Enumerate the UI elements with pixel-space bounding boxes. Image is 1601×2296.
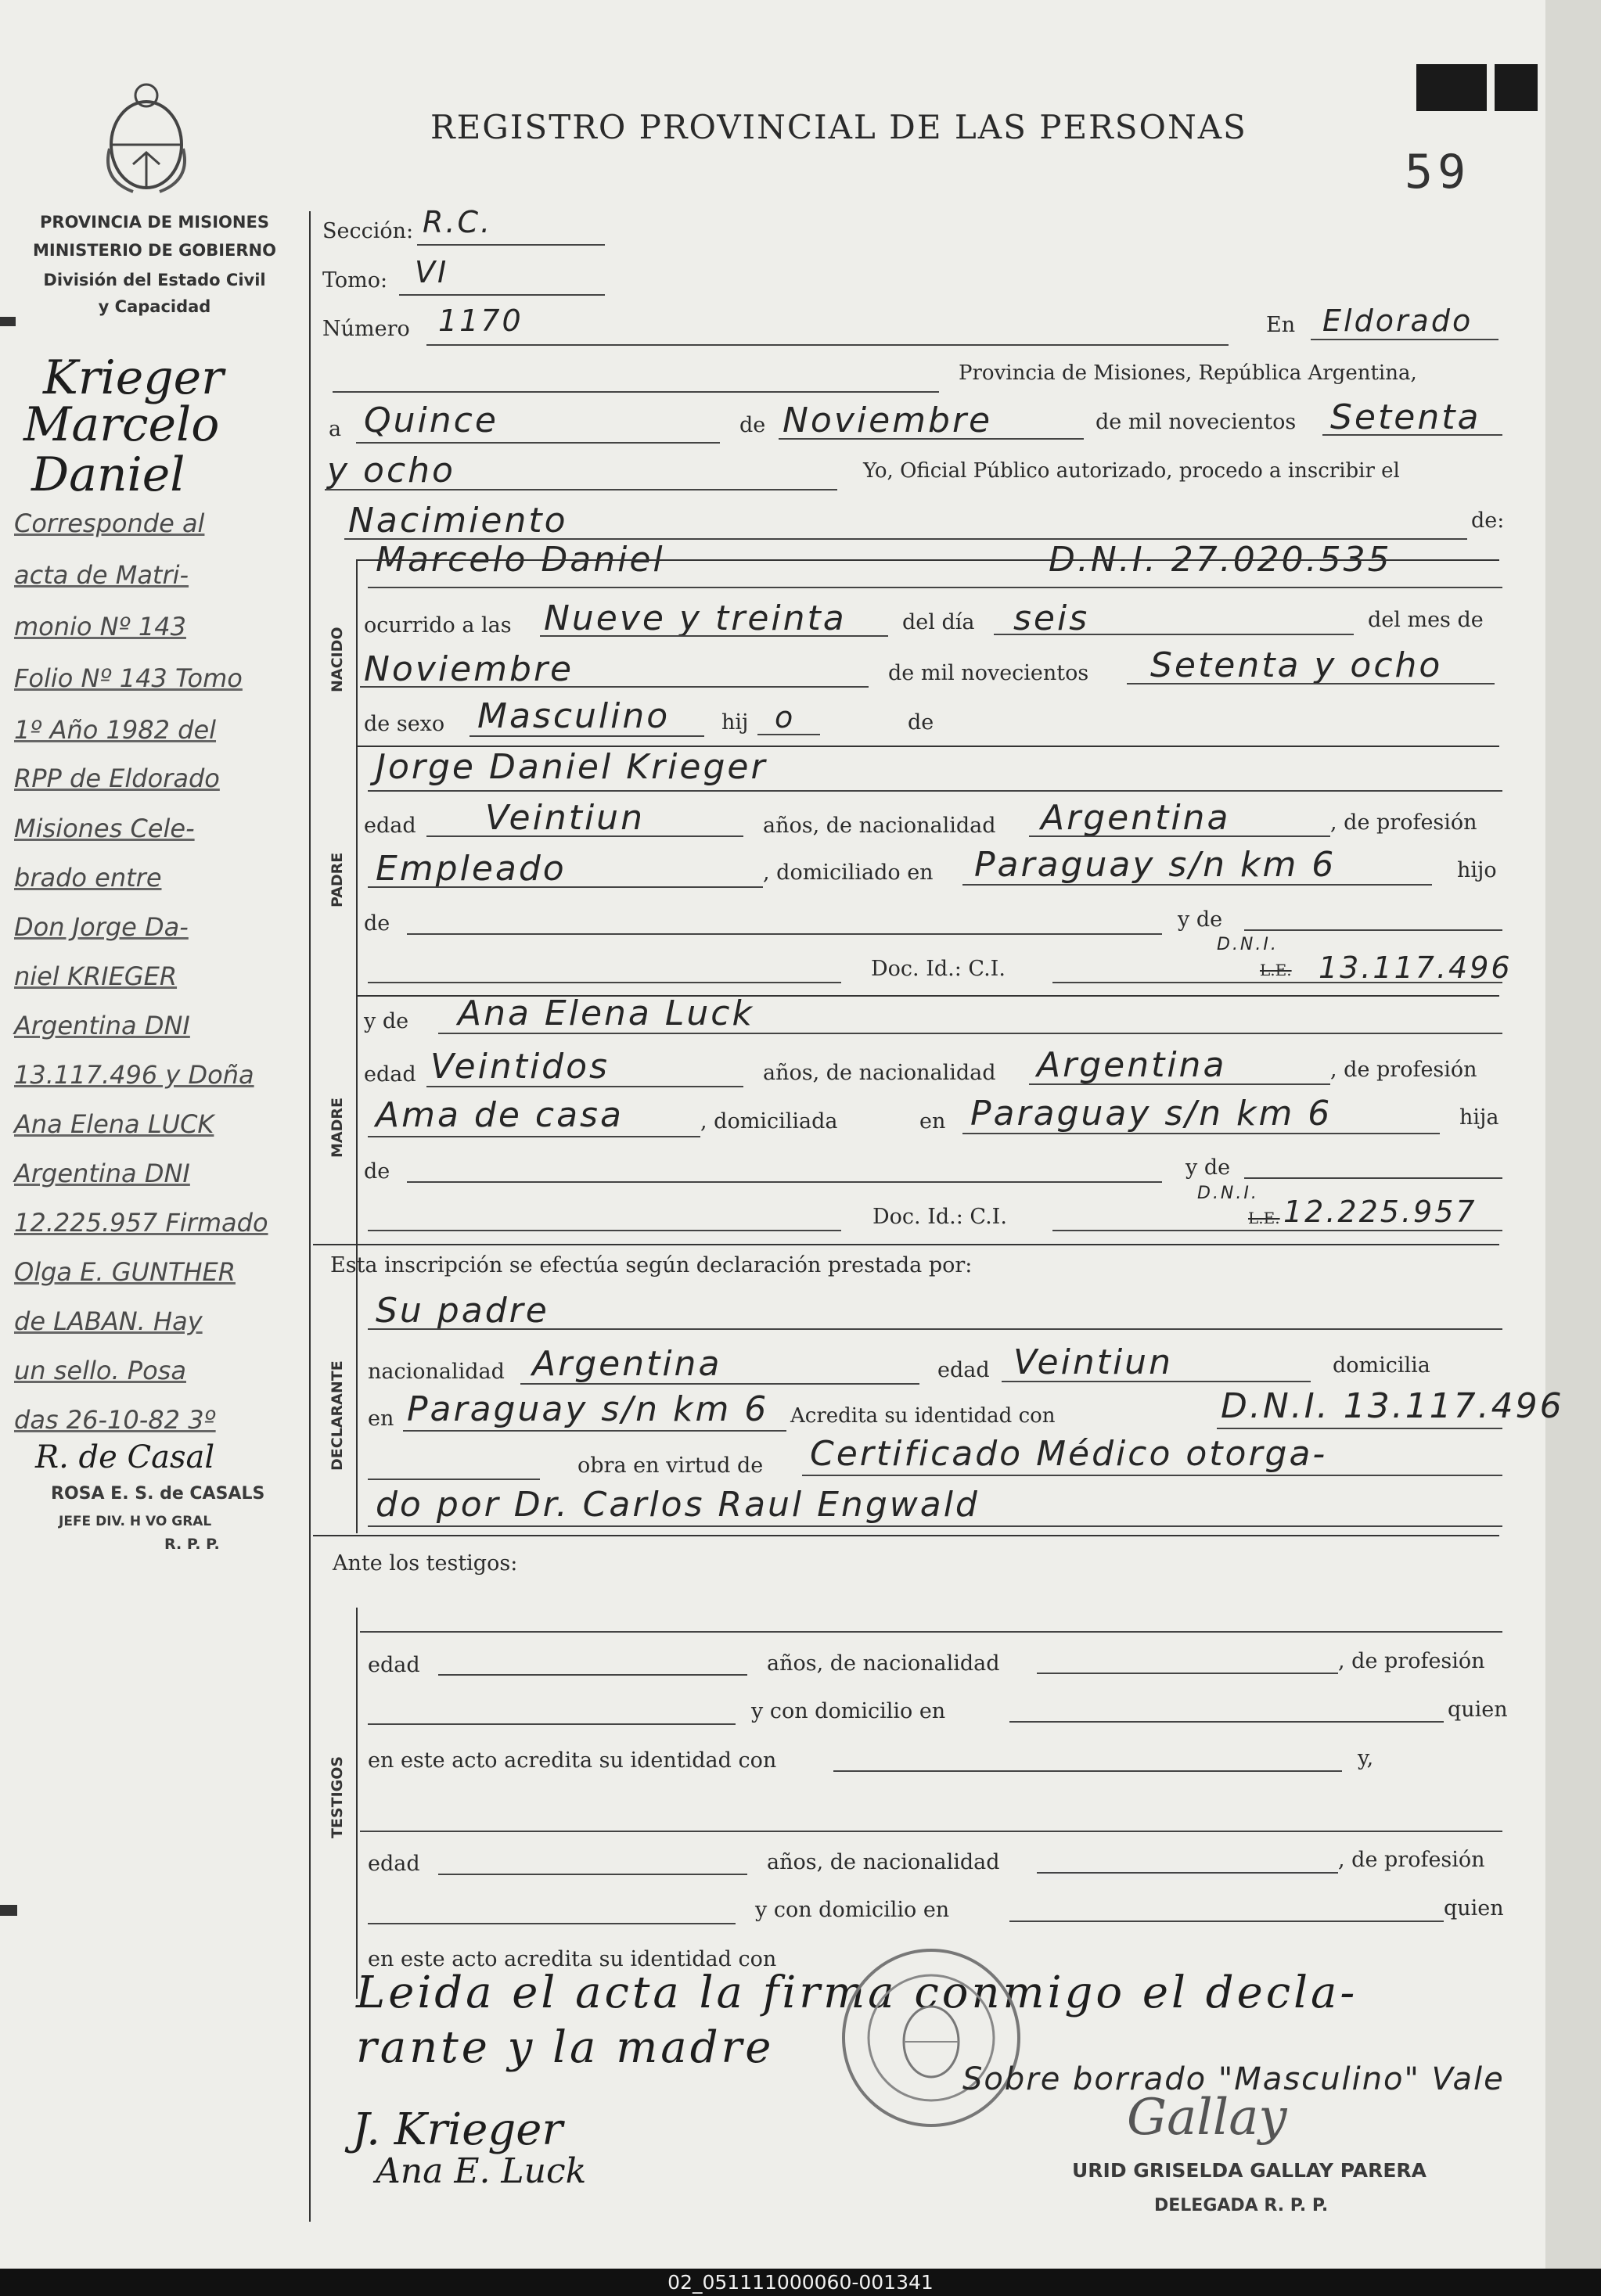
hij-de-label: de bbox=[908, 710, 934, 735]
margin-note: monio Nº 143 bbox=[14, 612, 186, 641]
section-rule bbox=[313, 1535, 1499, 1536]
numero-label: Número bbox=[322, 317, 410, 341]
seccion-value: R.C. bbox=[423, 205, 493, 239]
obra-line bbox=[802, 1475, 1502, 1476]
madre-de-label: de bbox=[364, 1159, 390, 1184]
year-cont: y ocho bbox=[327, 451, 455, 490]
declarante-domicilio: Paraguay s/n km 6 bbox=[407, 1389, 769, 1429]
padre-name-line bbox=[368, 790, 1502, 792]
margin-note: Folio Nº 143 Tomo bbox=[14, 663, 243, 693]
testigo-2-edad-label: edad bbox=[368, 1852, 420, 1876]
testigo-1-edad-line bbox=[438, 1674, 747, 1676]
madre-name: Ana Elena Luck bbox=[458, 993, 754, 1033]
madre-domiciliada-label: , domiciliada bbox=[700, 1109, 838, 1134]
anio-line bbox=[1127, 683, 1495, 684]
margin-note: Ana Elena LUCK bbox=[14, 1109, 214, 1139]
padre-blank-line bbox=[368, 982, 841, 983]
sobreborrado-note: Sobre borrado "Masculino" Vale bbox=[962, 2061, 1505, 2097]
madre-prof-line bbox=[368, 1136, 700, 1137]
padre-domicilio: Paraguay s/n km 6 bbox=[974, 845, 1337, 885]
testigo-2-nac-line bbox=[1037, 1872, 1338, 1874]
mes-value: Noviembre bbox=[364, 649, 574, 689]
section-rule bbox=[357, 559, 1499, 561]
testigo-2-profesion-label: , de profesión bbox=[1338, 1848, 1485, 1872]
black-tab bbox=[1416, 64, 1487, 111]
oficial-text: Yo, Oficial Público autorizado, procedo a inscribir el bbox=[863, 459, 1400, 483]
year-value: Setenta bbox=[1330, 397, 1481, 437]
declarante-acredita-line bbox=[1217, 1428, 1502, 1429]
margin-note: 12.225.957 Firmado bbox=[14, 1208, 268, 1238]
official-title: DELEGADA R. P. P. bbox=[1154, 2196, 1329, 2215]
day-value: Quince bbox=[364, 401, 498, 440]
margin-note: das 26-10-82 3º bbox=[14, 1405, 216, 1435]
seccion-label: Sección: bbox=[322, 219, 414, 243]
margin-stamp-org: R. P. P. bbox=[164, 1536, 220, 1553]
margin-note: acta de Matri- bbox=[14, 560, 189, 590]
dia-line bbox=[994, 634, 1354, 635]
margin-note: Corresponde al bbox=[14, 508, 205, 538]
en-label: En bbox=[1266, 313, 1296, 337]
padre-profesion: Empleado bbox=[376, 849, 567, 889]
closing-line-2: rante y la madre bbox=[356, 2022, 775, 2073]
testigo-1-dom-line bbox=[1009, 1721, 1444, 1723]
padre-doc-number: 13.117.496 bbox=[1319, 950, 1513, 985]
margin-stamp-name: ROSA E. S. de CASALS bbox=[51, 1484, 265, 1504]
testigos-label: TESTIGOS bbox=[329, 1755, 346, 1838]
margin-note: Don Jorge Da- bbox=[14, 912, 189, 942]
year-line bbox=[1322, 434, 1502, 436]
declarante-blank-line bbox=[368, 1479, 540, 1480]
madre-domicilio: Paraguay s/n km 6 bbox=[970, 1094, 1333, 1134]
tomo-line bbox=[399, 294, 605, 296]
declarante-edad: Veintiun bbox=[1013, 1342, 1173, 1382]
seccion-line bbox=[417, 244, 605, 246]
testigo-1-anos-label: años, de nacionalidad bbox=[767, 1651, 1000, 1676]
margin-stamp-role: JEFE DIV. H VO GRAL bbox=[59, 1514, 212, 1529]
nacido-name-line bbox=[368, 587, 1502, 588]
obra-label: obra en virtud de bbox=[577, 1453, 764, 1478]
ministry-line-4: y Capacidad bbox=[98, 297, 211, 316]
hij-value: o bbox=[775, 700, 796, 735]
numero-value: 1170 bbox=[438, 304, 523, 338]
tomo-label: Tomo: bbox=[322, 268, 388, 293]
padre-de-line bbox=[407, 933, 1162, 935]
binding-mark bbox=[0, 1905, 17, 1916]
de-colon: de: bbox=[1471, 508, 1505, 533]
month-line bbox=[779, 438, 1084, 440]
document-title: REGISTRO PROVINCIAL DE LAS PERSONAS bbox=[430, 108, 1247, 146]
sexo-value: Masculino bbox=[477, 696, 671, 736]
testigo-2-quien-label: quien bbox=[1444, 1896, 1504, 1921]
obra-value-2: do por Dr. Carlos Raul Engwald bbox=[376, 1485, 980, 1525]
padre-label: PADRE bbox=[329, 852, 346, 907]
madre-dom-line bbox=[962, 1133, 1440, 1134]
padre-y-de-line bbox=[1244, 929, 1502, 931]
margin-note: niel KRIEGER bbox=[14, 961, 178, 991]
testigo-1-y-label: y, bbox=[1358, 1746, 1374, 1770]
anio-value: Setenta y ocho bbox=[1150, 645, 1443, 685]
margin-name-2: Daniel bbox=[31, 447, 185, 502]
padre-doc-type: D.N.I. bbox=[1217, 935, 1279, 954]
binding-mark bbox=[0, 317, 16, 326]
margin-note: 13.117.496 y Doña bbox=[14, 1060, 254, 1090]
madre-nac-line bbox=[1029, 1083, 1330, 1085]
a-label: a bbox=[329, 417, 342, 441]
madre-edad-line bbox=[426, 1086, 743, 1087]
testigo-1-nac-line bbox=[1037, 1673, 1338, 1674]
padre-edad-line bbox=[426, 835, 743, 837]
declarante-nac-label: nacionalidad bbox=[368, 1360, 505, 1384]
testigo-2-edad-line bbox=[438, 1874, 747, 1875]
madre-doc-struck: L.E. bbox=[1248, 1209, 1280, 1227]
declarante-quien: Su padre bbox=[376, 1291, 549, 1331]
padre-doc-line bbox=[1052, 982, 1502, 983]
testigo-1-profesion-label: , de profesión bbox=[1338, 1649, 1485, 1673]
madre-doc-line bbox=[1052, 1230, 1502, 1231]
declarante-dom-line bbox=[403, 1430, 786, 1432]
section-rule bbox=[313, 1244, 1499, 1245]
hij-label: hij bbox=[721, 710, 749, 735]
margin-note: Olga E. GUNTHER bbox=[14, 1257, 236, 1287]
testigo-1-domicilio-label: y con domicilio en bbox=[751, 1699, 946, 1723]
madre-y-de-label: y de bbox=[364, 1009, 409, 1033]
obra-value-1: Certificado Médico otorga- bbox=[810, 1434, 1328, 1474]
testigo-2-acredita-label: en este acto acredita su identidad con bbox=[368, 1947, 777, 1971]
declarante-edad-line bbox=[1002, 1381, 1311, 1382]
testigo-2-dom-line bbox=[1009, 1921, 1444, 1922]
padre-nac-line bbox=[1029, 835, 1330, 837]
del-dia-label: del día bbox=[902, 610, 975, 634]
margin-note: Misiones Cele- bbox=[14, 814, 195, 843]
padre-prof-line bbox=[368, 886, 763, 888]
padre-doc-label: Doc. Id.: C.I. bbox=[871, 957, 1006, 981]
madre-doc-number: 12.225.957 bbox=[1283, 1195, 1477, 1229]
testigo-1-prof-line bbox=[368, 1723, 736, 1725]
testigo-1-acredita-label: en este acto acredita su identidad con bbox=[368, 1748, 777, 1773]
black-tab bbox=[1495, 64, 1538, 111]
provincia-text: Provincia de Misiones, República Argentina, bbox=[959, 361, 1417, 385]
testigo-2-anos-label: años, de nacionalidad bbox=[767, 1850, 1000, 1874]
madre-profesion: Ama de casa bbox=[376, 1095, 624, 1135]
ministry-line-1: PROVINCIA DE MISIONES bbox=[40, 213, 269, 232]
declarante-acredita: D.N.I. 13.117.496 bbox=[1221, 1386, 1564, 1426]
en-value: Eldorado bbox=[1322, 304, 1473, 338]
signature-official: Gallay bbox=[1127, 2089, 1287, 2147]
coat-of-arms-icon bbox=[102, 78, 192, 196]
padre-de-label: de bbox=[364, 911, 390, 936]
declarante-nacionalidad: Argentina bbox=[532, 1344, 722, 1384]
padre-nacionalidad: Argentina bbox=[1041, 798, 1231, 838]
acredita-label: Acredita su identidad con bbox=[790, 1404, 1056, 1428]
testigo-1-acredita-line bbox=[833, 1770, 1342, 1772]
madre-label: MADRE bbox=[329, 1098, 346, 1158]
padre-name: Jorge Daniel Krieger bbox=[376, 747, 768, 787]
domicilia-label: domicilia bbox=[1333, 1353, 1430, 1378]
madre-name-line bbox=[438, 1033, 1502, 1034]
testigo-1-edad-label: edad bbox=[368, 1653, 420, 1677]
section-label-divider-testigos bbox=[356, 1608, 358, 1999]
mil-novecientos-label-2: de mil novecientos bbox=[888, 661, 1089, 685]
acto-value: Nacimiento bbox=[348, 501, 568, 541]
margin-name-1: Marcelo bbox=[23, 397, 220, 452]
margin-note: un sello. Posa bbox=[14, 1356, 186, 1385]
numero-line bbox=[426, 344, 1229, 346]
margin-note: brado entre bbox=[14, 863, 162, 893]
testigo-1-quien-label: quien bbox=[1448, 1698, 1508, 1722]
year-cont-line bbox=[325, 489, 837, 490]
nacido-dni: D.N.I. 27.020.535 bbox=[1049, 540, 1392, 580]
obra-line-2 bbox=[368, 1525, 1502, 1527]
madre-de-line bbox=[407, 1181, 1162, 1183]
madre-blank-line bbox=[368, 1230, 841, 1231]
ministry-line-2: MINISTERIO DE GOBIERNO bbox=[33, 241, 276, 260]
declarante-label: DECLARANTE bbox=[329, 1360, 346, 1471]
padre-domiciliado-label: , domiciliado en bbox=[763, 861, 934, 885]
sexo-label: de sexo bbox=[364, 712, 445, 736]
ocurrido-label: ocurrido a las bbox=[364, 613, 512, 638]
blank-line bbox=[333, 391, 939, 393]
day-line bbox=[356, 442, 720, 444]
declarante-en-label: en bbox=[368, 1407, 394, 1431]
mes-line bbox=[360, 686, 869, 688]
madre-nacionalidad: Argentina bbox=[1037, 1045, 1227, 1085]
margin-note: Argentina DNI bbox=[14, 1011, 190, 1040]
hija-label: hija bbox=[1459, 1105, 1499, 1130]
section-label-divider bbox=[356, 559, 358, 1533]
padre-edad: Veintiun bbox=[485, 798, 645, 838]
mil-novecientos-label: de mil novecientos bbox=[1096, 410, 1297, 434]
madre-doc-label: Doc. Id.: C.I. bbox=[872, 1205, 1007, 1229]
testigo-1-name-line bbox=[360, 1631, 1502, 1633]
padre-doc-struck: L.E. bbox=[1260, 961, 1292, 979]
madre-edad: Veintidos bbox=[430, 1047, 610, 1087]
madre-y-de2-label: y de bbox=[1185, 1155, 1231, 1180]
en-line bbox=[1311, 339, 1498, 340]
declarante-nac-line bbox=[520, 1383, 919, 1385]
hora-value: Nueve y treinta bbox=[544, 598, 847, 638]
padre-dom-line bbox=[962, 884, 1432, 886]
ministry-line-3: División del Estado Civil bbox=[43, 271, 266, 289]
testigo-2-prof-line bbox=[368, 1923, 736, 1924]
sexo-line bbox=[470, 735, 704, 737]
declarante-quien-line bbox=[368, 1328, 1502, 1330]
madre-anos-label: años, de nacionalidad bbox=[763, 1061, 996, 1085]
margin-signature: R. de Casal bbox=[35, 1439, 215, 1475]
official-seal-icon bbox=[837, 1944, 1025, 2132]
month-de-label: de bbox=[739, 413, 766, 437]
padre-y-de-label: y de bbox=[1178, 907, 1223, 932]
del-mes-label: del mes de bbox=[1368, 608, 1484, 632]
footer-identifier: 02_051111000060-001341 bbox=[667, 2271, 934, 2294]
signature-padre: J. Krieger bbox=[352, 2104, 563, 2155]
madre-profesion-label: , de profesión bbox=[1330, 1058, 1477, 1082]
testigo-2-name-line bbox=[360, 1831, 1502, 1832]
padre-profesion-label: , de profesión bbox=[1330, 810, 1477, 835]
closing-line-1: Leida el acta la firma conmigo el decla- bbox=[356, 1967, 1358, 2018]
margin-note: RPP de Eldorado bbox=[14, 764, 220, 793]
margin-note: 1º Año 1982 del bbox=[14, 715, 217, 745]
hora-line bbox=[540, 635, 888, 637]
page-edge-strip bbox=[1545, 0, 1601, 2269]
signature-madre: Ana E. Luck bbox=[376, 2151, 587, 2191]
declarante-edad-label: edad bbox=[937, 1358, 990, 1382]
hijo-label: hijo bbox=[1457, 858, 1497, 882]
padre-edad-label: edad bbox=[364, 814, 416, 838]
madre-y-de2-line bbox=[1244, 1177, 1502, 1179]
official-name: URID GRISELDA GALLAY PARERA bbox=[1072, 2159, 1427, 2182]
madre-en-label: en bbox=[919, 1109, 946, 1134]
nacido-label: NACIDO bbox=[329, 627, 346, 692]
madre-edad-label: edad bbox=[364, 1062, 416, 1087]
margin-surname: Krieger bbox=[43, 350, 224, 405]
hij-line bbox=[757, 734, 820, 735]
testigo-2-domicilio-label: y con domicilio en bbox=[755, 1898, 950, 1922]
margin-note: Argentina DNI bbox=[14, 1159, 190, 1188]
nacido-name: Marcelo Daniel bbox=[376, 540, 665, 580]
madre-doc-type: D.N.I. bbox=[1197, 1184, 1259, 1203]
ante-testigos: Ante los testigos: bbox=[333, 1551, 518, 1576]
padre-anos-label: años, de nacionalidad bbox=[763, 814, 996, 838]
margin-divider bbox=[309, 211, 311, 2222]
declarante-intro: Esta inscripción se efectúa según declaración prestada por: bbox=[330, 1253, 973, 1277]
margin-note: de LABAN. Hay bbox=[14, 1306, 203, 1336]
page-number: 59 bbox=[1405, 145, 1471, 199]
month-value: Noviembre bbox=[783, 401, 993, 440]
tomo-value: VI bbox=[415, 255, 449, 289]
dia-value: seis bbox=[1013, 598, 1090, 638]
